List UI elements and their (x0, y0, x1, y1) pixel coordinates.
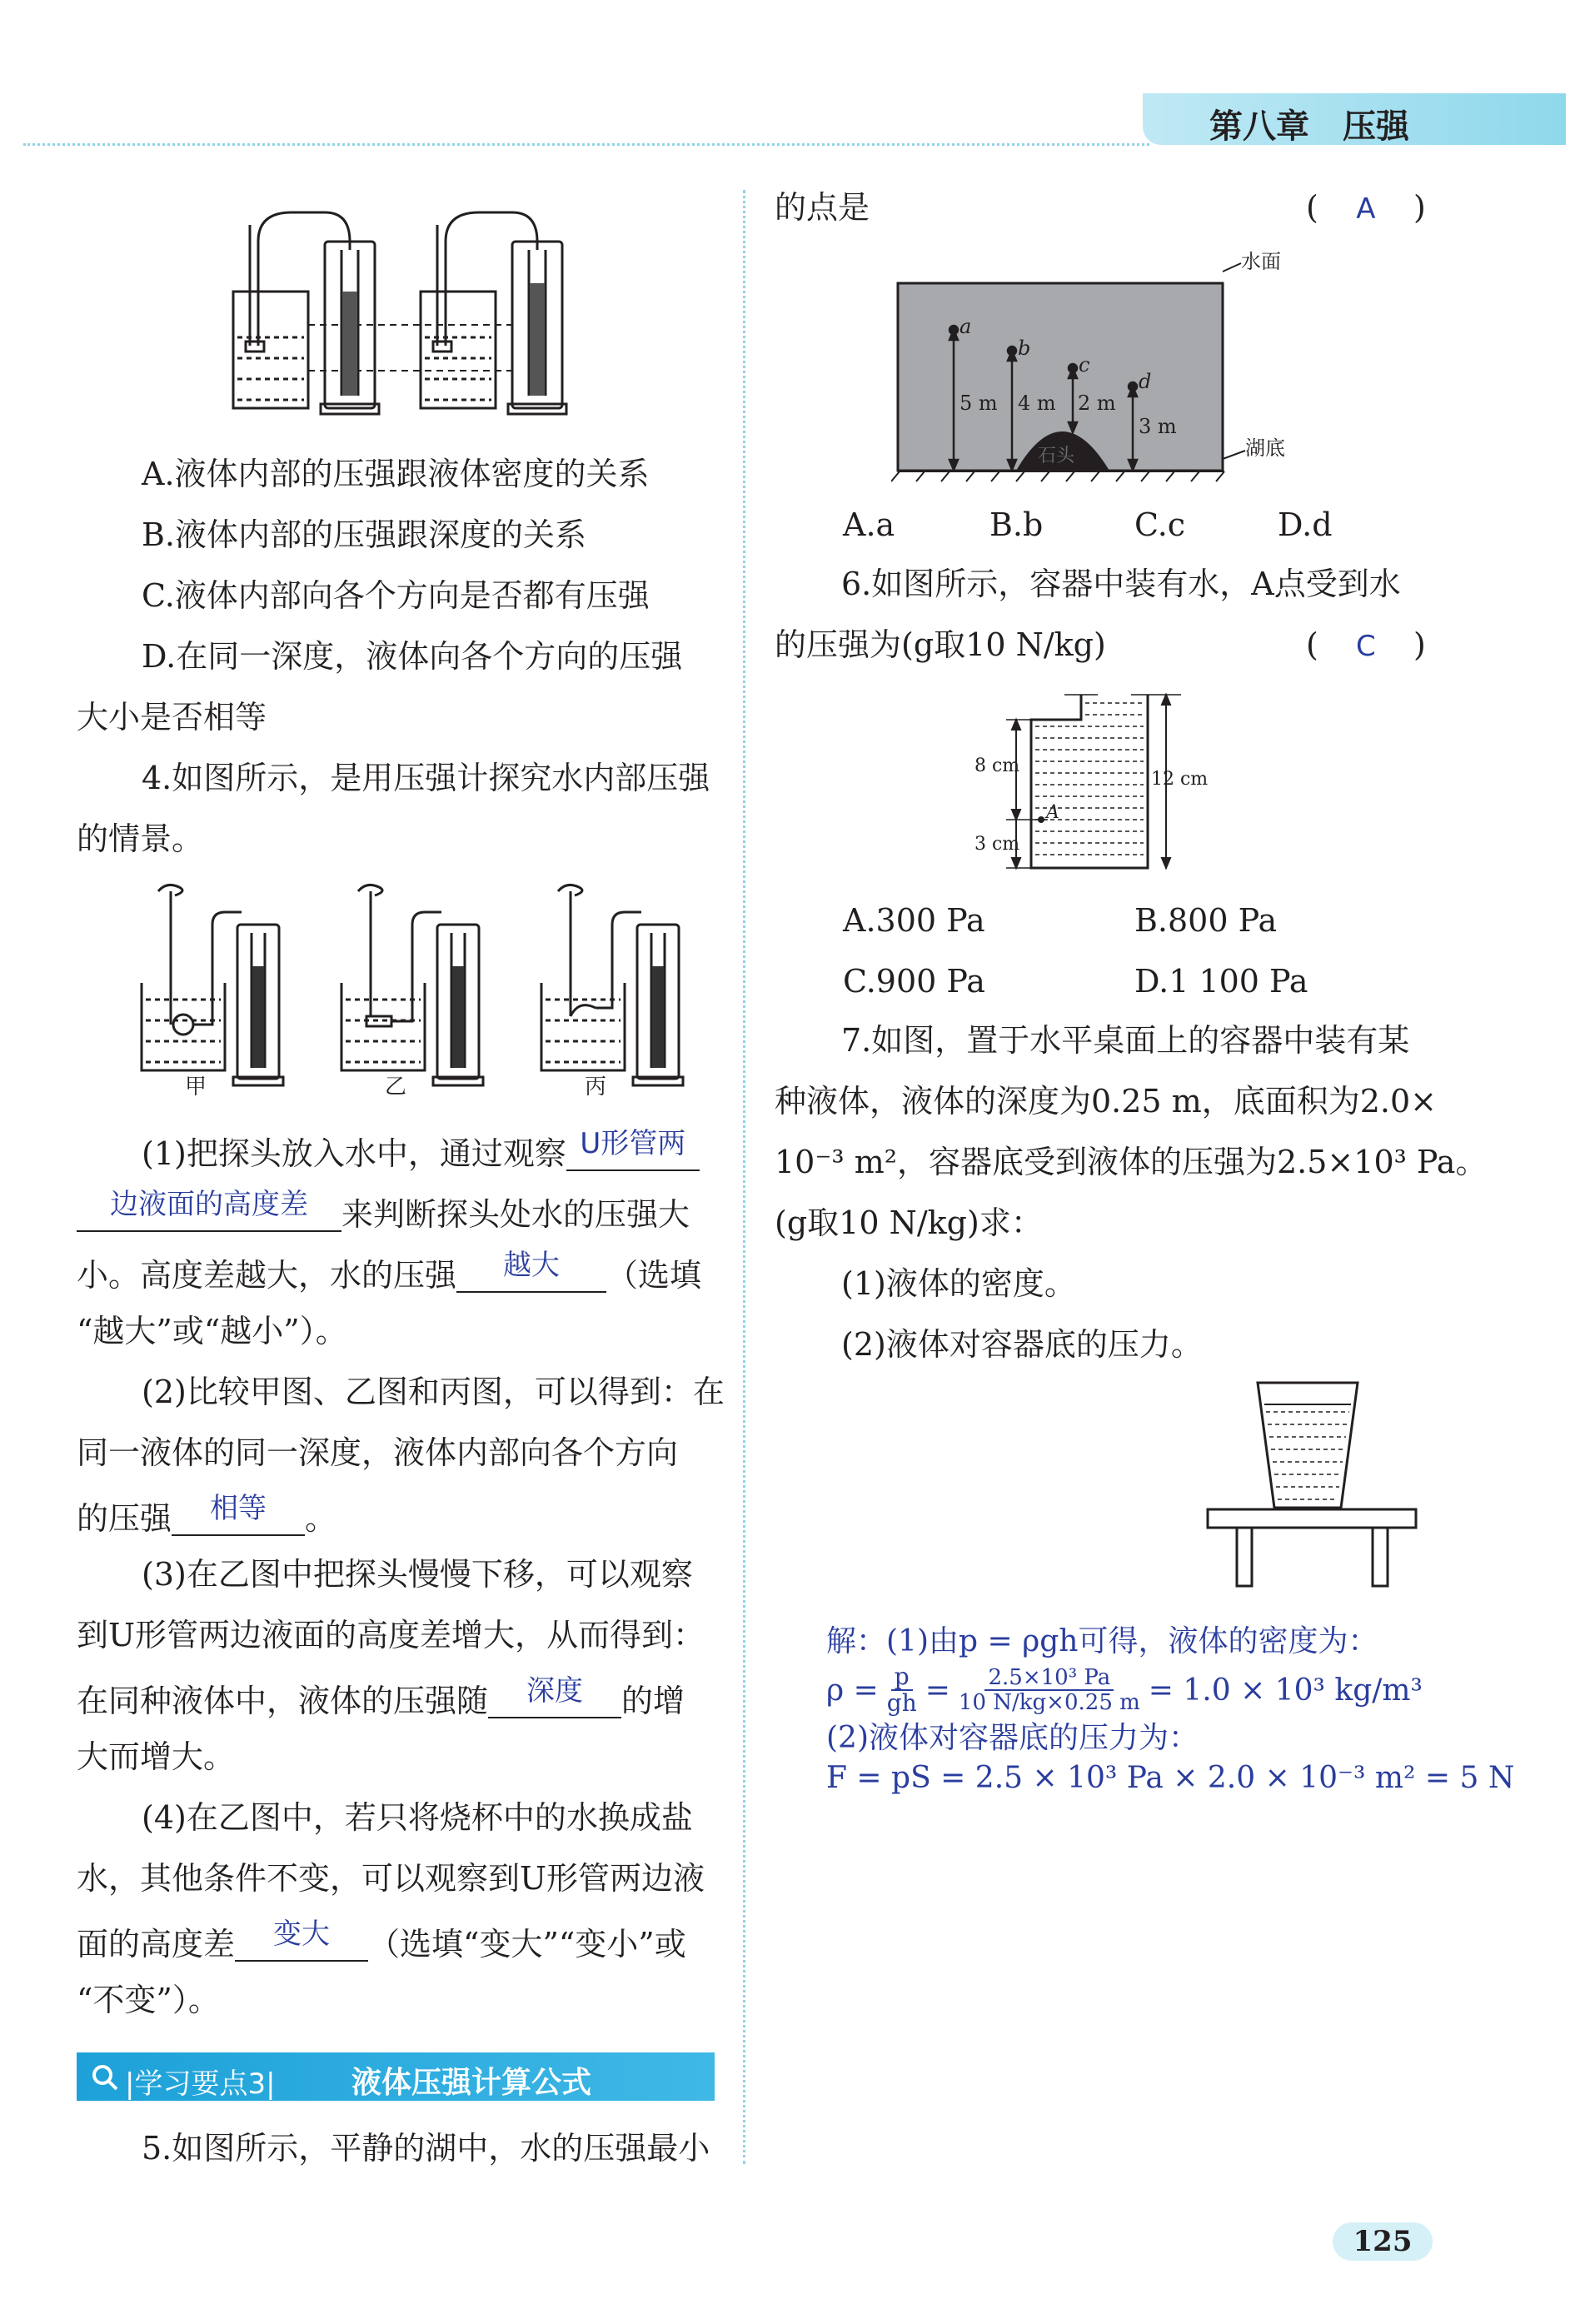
page-number-badge (1333, 2222, 1433, 2261)
chapter-header (1143, 93, 1566, 145)
column-divider (743, 190, 745, 2164)
q4-p4-answer: 变大 (273, 1918, 331, 1951)
q6-stem-1: 6.如图所示，容器中装有水，A点受到水 (841, 566, 1401, 602)
q4-p2-blank (172, 1492, 305, 1536)
q6-option-c: C.900 Pa (843, 963, 985, 1000)
solution-line-4: F = pS = 2.5 × 10³ Pa × 2.0 × 10⁻³ m² = 5 N (826, 1761, 1515, 1795)
q3-option-c: C.液体内部向各个方向是否都有压强 (142, 577, 650, 614)
q4-p4-line3 (77, 1918, 686, 1962)
q5-stem-2: 的点是 (775, 189, 870, 226)
search-icon (90, 2062, 120, 2092)
q3-figure (225, 192, 575, 416)
q6-option-a: A.300 Pa (843, 902, 985, 939)
q4-stem-1: 4.如图所示，是用压强计探究水内部压强 (142, 760, 710, 796)
q5-depth-b: 4 m (1018, 391, 1056, 415)
q5-depth-a: 5 m (959, 391, 998, 415)
q5-depth-d: 3 m (1139, 415, 1177, 438)
q7-stem-3: 10⁻³ m²，容器底受到液体的压强为2.5×10³ Pa。 (775, 1144, 1488, 1180)
q4-p4-line1: (4)在乙图中，若只将烧杯中的水换成盐 (142, 1799, 693, 1836)
solution-line-3: (2)液体对容器底的压力为： (826, 1721, 1199, 1755)
q5-option-b: B.b (989, 506, 1044, 543)
q4-p1-answer-c: 越大 (503, 1249, 561, 1282)
q5-surface-label: 水面 (1241, 250, 1281, 273)
solution-frac-1-num: p (891, 1664, 913, 1691)
q5-figure (891, 247, 1358, 488)
q5-rock-label: 石头 (1038, 446, 1075, 466)
q4-p2-line3 (77, 1492, 337, 1537)
q3-option-a: A.液体内部的压强跟液体密度的关系 (142, 456, 650, 492)
q4-p1-answer-a: U形管两 (580, 1127, 686, 1160)
q6-height-3cm: 3 cm (974, 834, 1020, 855)
q4-label-bing: 丙 (585, 1075, 607, 1100)
chapter-title: 压强 (1343, 107, 1409, 146)
page-number: 125 (1353, 2225, 1413, 2258)
q5-bottom-label: 湖底 (1245, 436, 1285, 460)
q3-option-b: B.液体内部的压强跟深度的关系 (142, 516, 587, 553)
section-tag: |学习要点3| (125, 2067, 276, 2101)
q4-p1-line3 (77, 1249, 702, 1294)
q4-p4-text-d: （选填“变大”“变小”或 (368, 1926, 686, 1962)
q4-p3-line3 (77, 1674, 685, 1719)
q4-p2-line2: 同一液体的同一深度，液体内部向各个方向 (77, 1434, 679, 1471)
q4-p4-blank (235, 1918, 368, 1962)
q3-option-d: D.在同一深度，液体向各个方向的压强 (142, 638, 683, 675)
solution-line-1: 解：(1)由p = ρgh可得，液体的密度为： (826, 1624, 1378, 1658)
q4-p3-blank (488, 1674, 621, 1718)
q5-option-a: A.a (843, 506, 895, 543)
q6-answer-bracket: ( C ) (1306, 626, 1426, 663)
q6-point-a: A (1046, 802, 1059, 823)
q4-label-yi: 乙 (385, 1075, 407, 1100)
q5-point-c: c (1079, 353, 1090, 377)
q6-answer: C (1356, 630, 1376, 663)
solution-rho-lhs: ρ = (826, 1673, 879, 1708)
q4-p4-text-c: 面的高度差 (77, 1926, 236, 1962)
q5-answer-bracket: ( A ) (1306, 189, 1426, 226)
q5-point-a: a (959, 315, 972, 338)
q4-figure (133, 875, 733, 1091)
header-dotted-rule (23, 143, 1149, 146)
q7-stem-2: 种液体，液体的深度为0.25 m，底面积为2.0× (775, 1083, 1437, 1120)
q4-p2-line1: (2)比较甲图、乙图和丙图，可以得到：在 (142, 1374, 725, 1410)
q7-sub-2: (2)液体对容器底的压力。 (841, 1326, 1203, 1363)
solution-frac-1-den: gh (886, 1689, 917, 1717)
q7-figure (1199, 1374, 1424, 1591)
q4-p3-line2: 到U形管两边液面的高度差增大，从而得到： (77, 1617, 705, 1653)
solution-equals: = (925, 1673, 950, 1708)
q4-p1-line2 (77, 1188, 690, 1233)
q4-label-jia: 甲 (185, 1075, 207, 1100)
q5-depth-c: 2 m (1078, 391, 1116, 415)
solution-rho-result: = 1.0 × 10³ kg/m³ (1148, 1673, 1423, 1708)
q6-option-d: D.1 100 Pa (1134, 963, 1308, 1000)
solution-frac-2 (959, 1666, 1140, 1714)
q6-figure (973, 686, 1231, 878)
q4-p3-line1: (3)在乙图中把探头慢慢下移，可以观察 (142, 1556, 693, 1593)
q4-p1-text-c: 小。高度差越大，水的压强 (77, 1257, 457, 1294)
q5-stem-1: 5.如图所示，平静的湖中，水的压强最小 (142, 2130, 710, 2167)
section-title: 液体压强计算公式 (351, 2066, 592, 2100)
solution-frac-2-num: 2.5×10³ Pa (984, 1666, 1114, 1691)
q7-stem-4: (g取10 N/kg)求： (775, 1204, 1043, 1241)
q7-sub-1: (1)液体的密度。 (841, 1265, 1076, 1302)
q4-p4-line2: 水，其他条件不变，可以观察到U形管两边液 (77, 1860, 705, 1897)
q6-height-8cm: 8 cm (974, 756, 1020, 776)
q4-p1-text-b: 来判断探头处水的压强大 (341, 1196, 690, 1233)
q7-stem-1: 7.如图，置于水平桌面上的容器中装有某 (841, 1022, 1410, 1059)
q4-p1-line1 (142, 1127, 700, 1172)
q6-stem-2: 的压强为(g取10 N/kg) (775, 626, 1106, 663)
q4-p1-text-d: （选填 (606, 1257, 702, 1294)
q4-p3-answer: 深度 (526, 1674, 584, 1708)
q4-p3-text-c: 在同种液体中，液体的压强随 (77, 1683, 489, 1719)
chapter-label: 第八章 (1209, 107, 1309, 146)
q5-answer: A (1356, 192, 1376, 226)
q4-stem-2: 的情景。 (77, 820, 204, 857)
q4-p1-text-a: (1)把探头放入水中，通过观察 (142, 1135, 566, 1172)
q4-p1-answer-b: 边液面的高度差 (110, 1188, 308, 1221)
q4-p1-line4: “越大”或“越小”）。 (77, 1313, 347, 1349)
q4-p1-blank-1 (566, 1127, 700, 1171)
section-banner (77, 2052, 715, 2101)
q4-p2-text-c: 的压强 (77, 1500, 172, 1537)
solution-frac-1 (887, 1664, 917, 1716)
q3-option-d-cont: 大小是否相等 (77, 699, 267, 736)
q4-p2-answer: 相等 (210, 1492, 267, 1525)
solution-line-2 (826, 1664, 1423, 1716)
q5-option-c: C.c (1134, 506, 1186, 543)
q6-height-12cm: 12 cm (1151, 769, 1209, 790)
q4-p2-text-d: 。 (305, 1500, 337, 1537)
q5-point-b: b (1018, 337, 1031, 360)
q6-option-b: B.800 Pa (1134, 902, 1278, 939)
solution-frac-2-den: 10 N/kg×0.25 m (958, 1690, 1140, 1715)
q4-p1-blank-3 (456, 1249, 606, 1293)
q4-p3-line4: 大而增大。 (77, 1738, 236, 1775)
q4-p1-blank-2 (77, 1188, 341, 1232)
q5-option-d: D.d (1278, 506, 1333, 543)
q5-point-d: d (1139, 370, 1152, 393)
q4-p4-line4: “不变”）。 (77, 1982, 220, 2018)
q4-p3-text-d: 的增 (621, 1683, 685, 1719)
